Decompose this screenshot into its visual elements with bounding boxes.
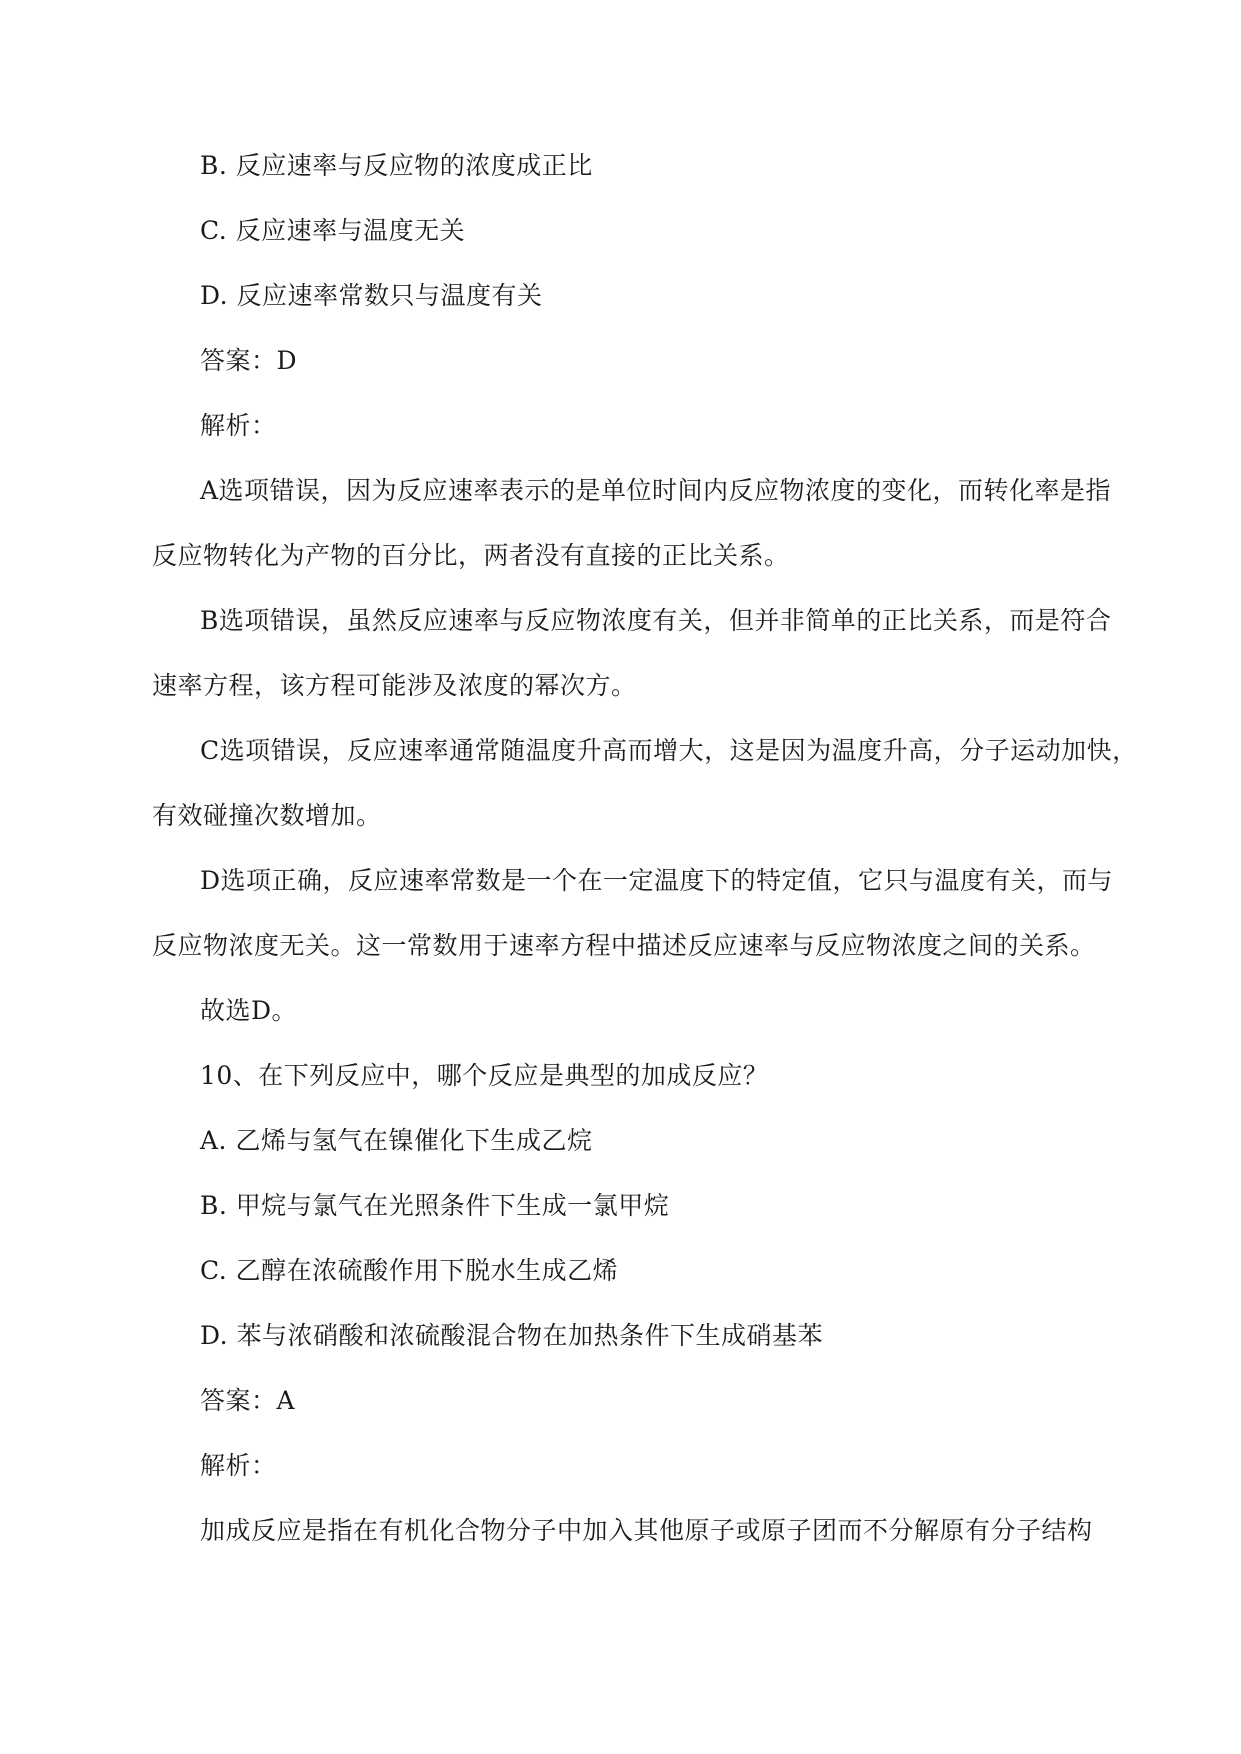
option-b-line: B. 反应速率与反应物的浓度成正比 xyxy=(200,151,593,180)
question-10-analysis-heading: 解析： xyxy=(200,1451,277,1480)
question-10-stem: 10、在下列反应中，哪个反应是典型的加成反应？ xyxy=(200,1061,769,1090)
question-10-option-d: D. 苯与浓硝酸和浓硫酸混合物在加热条件下生成硝基苯 xyxy=(200,1321,824,1350)
question-10-option-b: B. 甲烷与氯气在光照条件下生成一氯甲烷 xyxy=(200,1191,670,1220)
question-10-option-a: A. 乙烯与氢气在镍催化下生成乙烷 xyxy=(200,1126,593,1155)
question-10-option-c: C. 乙醇在浓硫酸作用下脱水生成乙烯 xyxy=(200,1256,619,1285)
analysis-paragraph-d: D选项正确，反应速率常数是一个在一定温度下的特定值，它只与温度有关，而与 xyxy=(200,866,1114,895)
analysis-paragraph-a: A选项错误，因为反应速率表示的是单位时间内反应物浓度的变化，而转化率是指 xyxy=(200,476,1112,505)
question-10-answer: 答案：A xyxy=(200,1386,296,1415)
answer-line: 答案：D xyxy=(200,346,298,375)
analysis-paragraph-b: B选项错误，虽然反应速率与反应物浓度有关，但并非简单的正比关系，而是符合 xyxy=(200,606,1112,635)
analysis-paragraph-a-continued: 反应物转化为产物的百分比，两者没有直接的正比关系。 xyxy=(152,541,790,570)
analysis-paragraph-c: C选项错误，反应速率通常随温度升高而增大，这是因为温度升高，分子运动加快， xyxy=(200,736,1138,765)
question-10-analysis-text: 加成反应是指在有机化合物分子中加入其他原子或原子团而不分解原有分子结构 xyxy=(200,1516,1093,1545)
analysis-paragraph-d-continued: 反应物浓度无关。这一常数用于速率方程中描述反应速率与反应物浓度之间的关系。 xyxy=(152,931,1096,960)
analysis-heading: 解析： xyxy=(200,411,277,440)
option-c-line: C. 反应速率与温度无关 xyxy=(200,216,466,245)
analysis-paragraph-c-continued: 有效碰撞次数增加。 xyxy=(152,801,382,830)
conclusion-line: 故选D。 xyxy=(200,996,298,1025)
option-d-line: D. 反应速率常数只与温度有关 xyxy=(200,281,543,310)
analysis-paragraph-b-continued: 速率方程，该方程可能涉及浓度的幂次方。 xyxy=(152,671,637,700)
